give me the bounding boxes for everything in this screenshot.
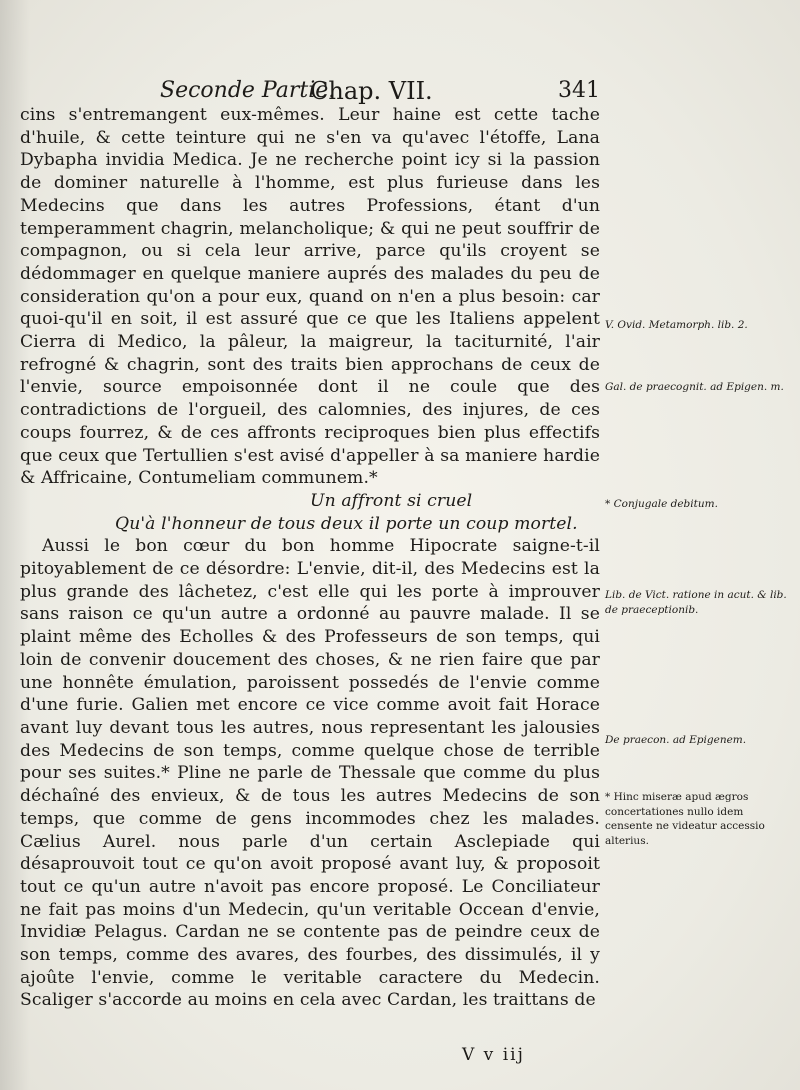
signature-mark: V v iij — [462, 1045, 525, 1065]
margin-note-conjugale: * Conjugale debitum. — [605, 498, 718, 510]
paragraph-2: Aussi le bon cœur du bon homme Hipocrate saigne-t-il pitoyablement de ce désordre: L'envie, dit-il, des Medecins est la plus grande des lâchetez, c'est elle qui les porte à improuver sans raison ce qu'un autre a ordonné au pauvre malade. Il se plaint même des Echolles & des Professeurs de son temps, qui loin de convenir doucement des choses, & ne rien faire que par une honnête émulation, paroissent possedés de l'envie comme d'une furie. Galien met encore ce vice comme avoit fait Horace avant luy devant tous les autres, nous representant les jalousies des Medecins de son temps, comme quelque chose de terrible pour ses suites.* Pline ne parle de Thessale que comme du plus déchaîné des envieux, & de tous les autres Medecins de son temps, que comme de gens incommodes chez les malades. Cælius Aurel. nous parle d'un certain Asclepiade qui désaprouvoit tout ce qu'on avoit proposé avant luy, & proposoit tout ce qu'un autre n'avoit pas encore proposé. Le Conciliateur ne fait pas moins d'un Medecin, qu'un veritable Occean d'envie, Invidiæ Pelagus. Cardan ne se contente pas de peindre ceux de son temps, comme des avares, des fourbes, des dissimulés, il y ajoûte l'envie, comme le veritable caractere du Medecin. Scaliger s'accorde au moins en cela avec Cardan, les traittans de — [20, 536, 600, 1011]
margin-note-praecon: De praecon. ad Epigenem. — [605, 734, 747, 746]
verse-line-1: Un affront si cruel — [310, 490, 473, 511]
main-text-block — [20, 104, 600, 1012]
margin-note-galen: Gal. de praecognit. ad Epigen. m. — [605, 381, 784, 393]
margin-note-ovid: V. Ovid. Metamorph. lib. 2. — [605, 319, 748, 331]
margin-note-hinc-miserae: * Hinc miseræ apud ægros concertationes nullo idem censente ne videatur accessio alterius. — [605, 791, 765, 847]
running-header — [160, 75, 600, 107]
margin-note-hippocrates: Lib. de Vict. ratione in acut. & lib. de praeceptionib. — [605, 589, 787, 616]
verse-line-2: Qu'à l'honneur de tous deux il porte un coup mortel. — [115, 513, 578, 534]
page-number: 341 — [558, 78, 600, 103]
paragraph-1: cins s'entremangent eux-mêmes. Leur haine est cette tache d'huile, & cette teinture qui ne s'en va qu'avec l'étoffe, Lana Dybapha invidia Medica. Je ne recherche point icy si la passion de dominer naturelle à l'homme, est plus furieuse dans les Medecins que dans les autres Professions, étant d'un temperamment chagrin, melancholique; & qui ne peut souffrir de compagnon, ou si cela leur arrive, parce qu'ils croyent se dédommager en quelque maniere auprés des malades du peu de consideration qu'on a pour eux, quand on n'en a plus besoin: car quoi-qu'il en soit, il est assuré que ce que les Italiens appelent Cierra di Medico, la pâleur, la maigreur, la taciturnité, l'air refrogné & chagrin, sont des traits bien approchans de ceux de l'envie, source empoisonnée dont il ne coule que des contradictions de l'orgueil, des calomnies, des injures, de ces coups fourrez, & de ces affronts reciproques bien plus effectifs que ceux que Tertullien s'est avisé d'appeller à sa maniere hardie & Affricaine, Contumeliam communem.* — [20, 105, 600, 489]
section-title: Seconde Partie. — [160, 78, 336, 103]
chapter-title: Chap. VII. — [310, 77, 433, 105]
